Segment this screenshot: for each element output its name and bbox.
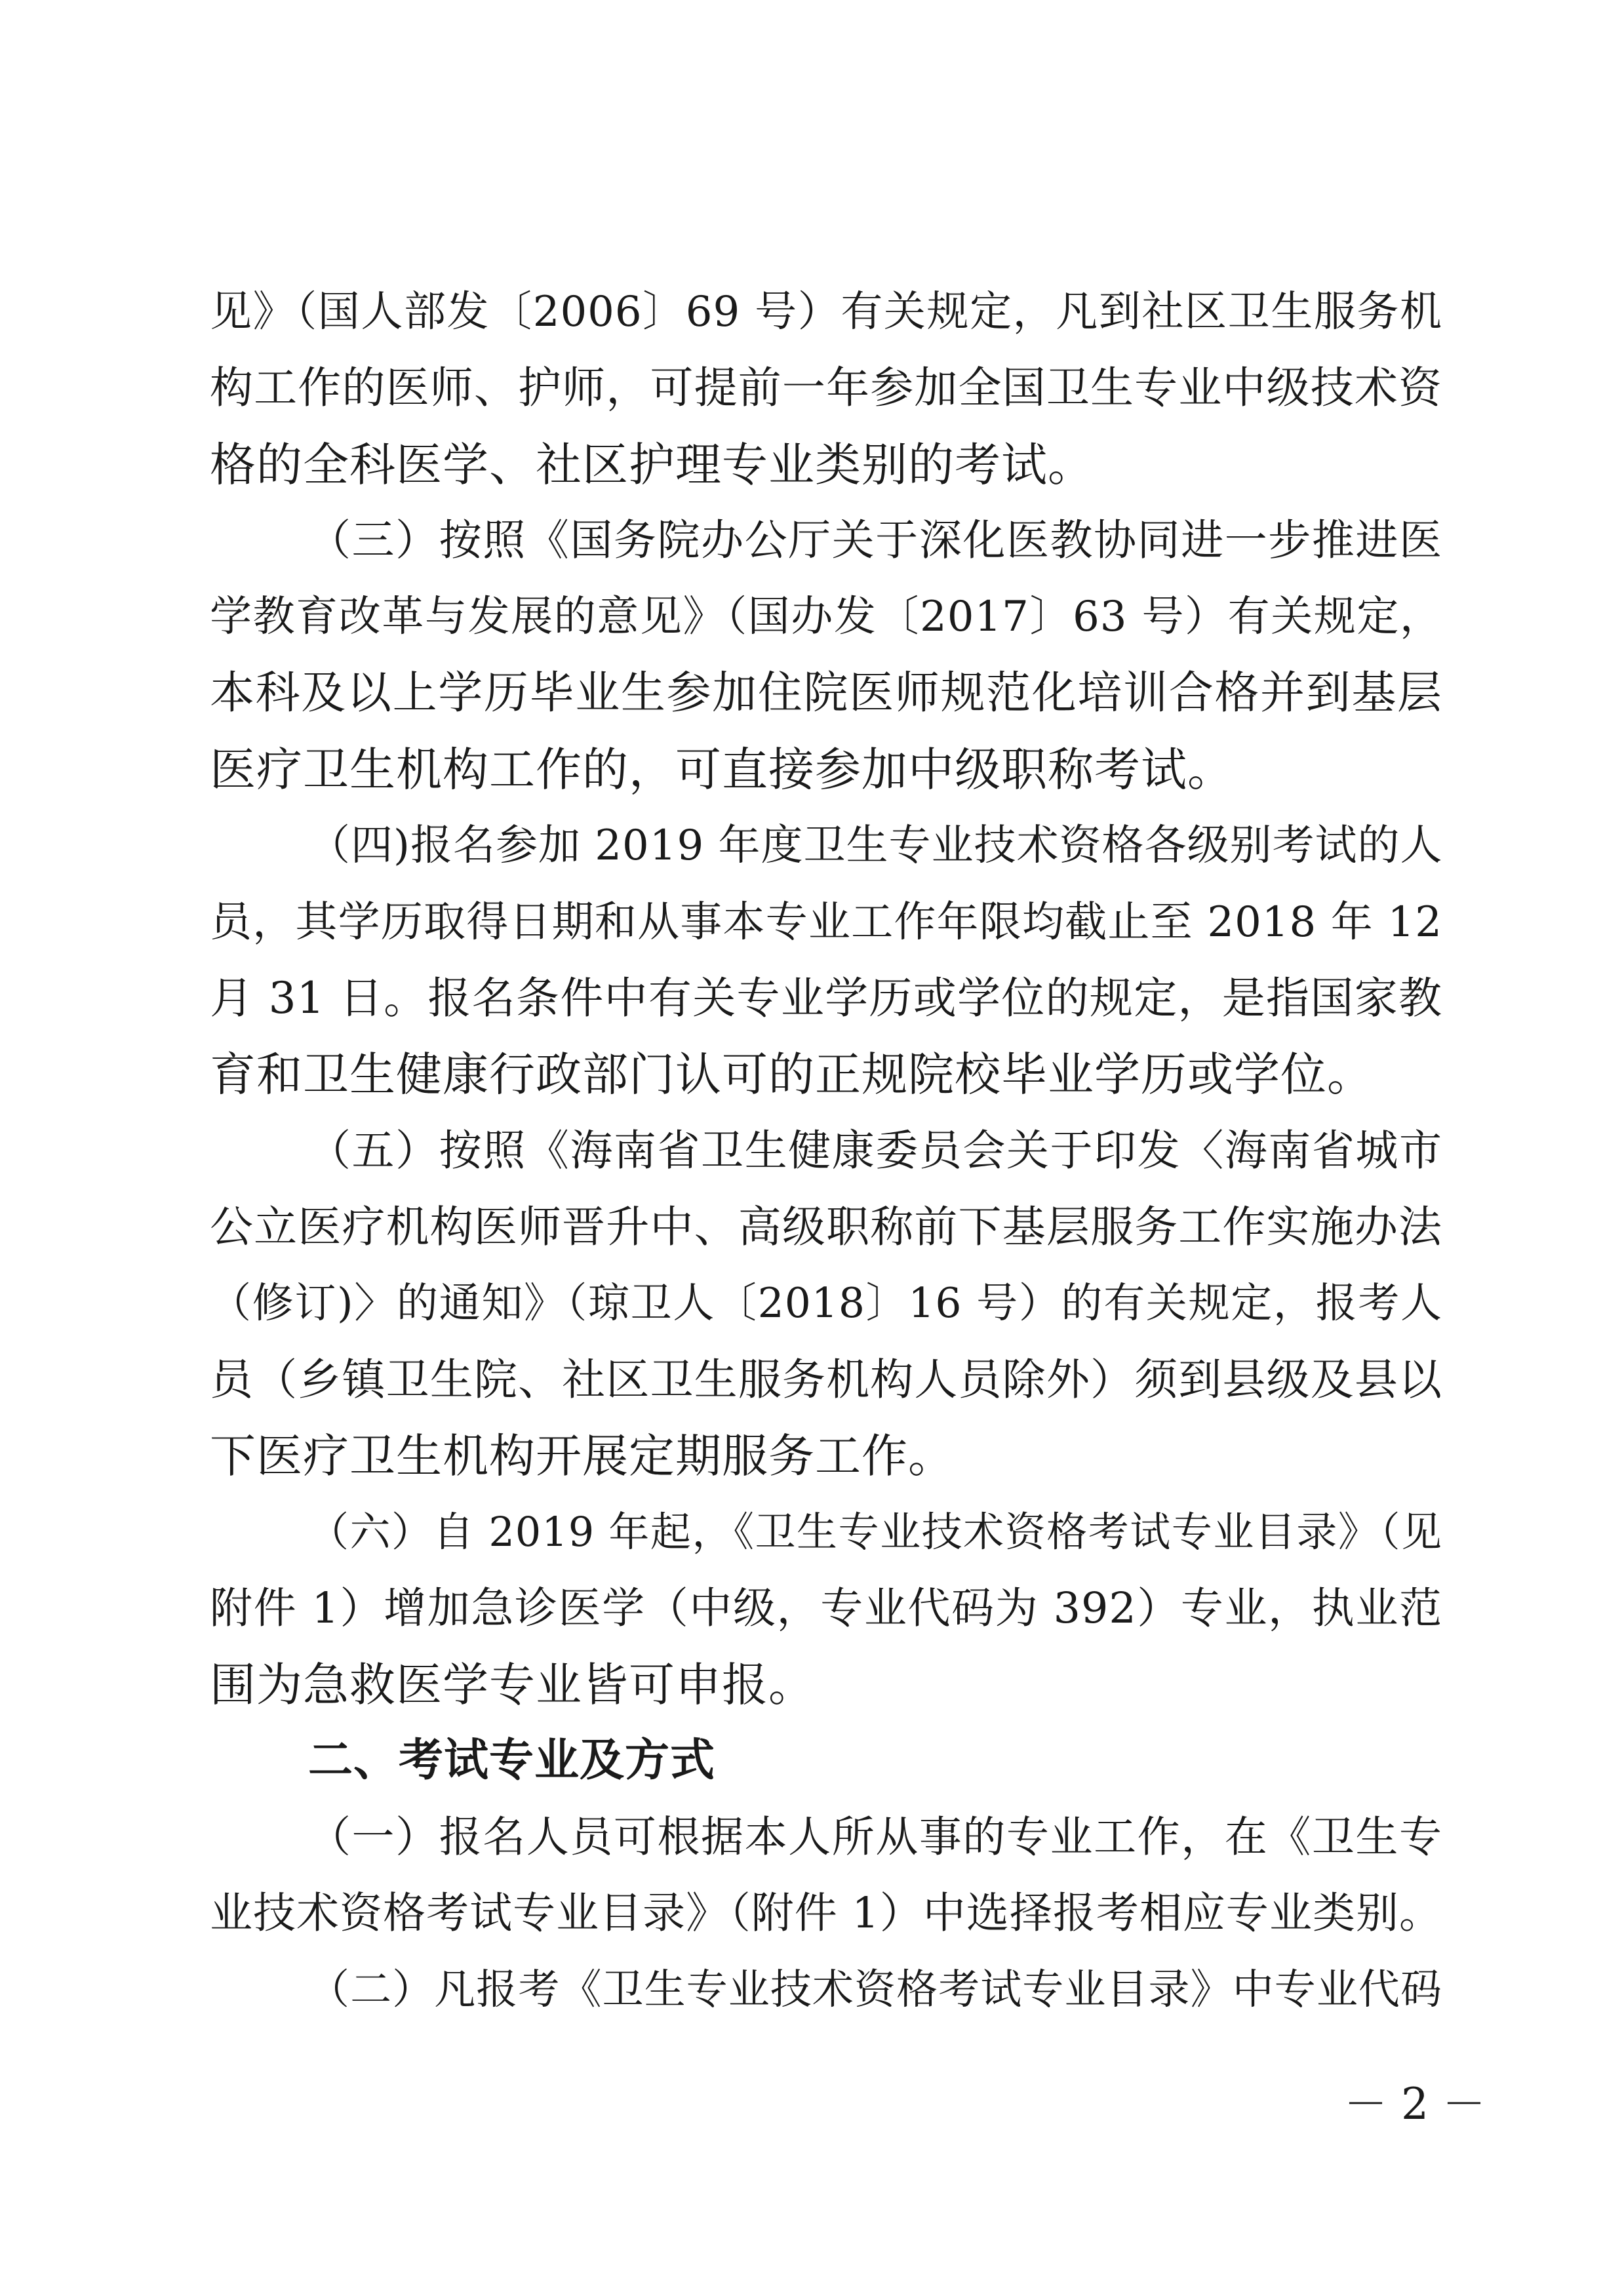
text-line: 构工作的医师、护师，可提前一年参加全国卫生专业中级技术资 — [210, 363, 1442, 413]
text-line: （修订)〉的通知》（琼卫人〔2018〕16 号）的有关规定，报考人 — [210, 1279, 1442, 1327]
paragraph-first-line: （四)报名参加 2019 年度卫生专业技术资格各级别考试的人 — [308, 821, 1443, 870]
paragraph-first-line: （三）按照《国务院办公厅关于深化医教协同进一步推进医 — [308, 516, 1442, 565]
text-line: 月 31 日。报名条件中有关专业学历或学位的规定，是指国家教 — [210, 973, 1442, 1023]
paragraph-first-line: （一）报名人员可根据本人所从事的专业工作，在《卫生专 — [308, 1813, 1442, 1862]
text-line: 业技术资格考试专业目录》（附件 1）中选择报考相应专业类别。 — [210, 1889, 1442, 1938]
text-line: 员，其学历取得日期和从事本专业工作年限均截止至 2018 年 12 — [210, 898, 1442, 947]
paragraph-first-line: （二）凡报考《卫生专业技术资格考试专业目录》中专业代码 — [308, 1965, 1442, 2013]
text-line: 下医疗卫生机构开展定期服务工作。 — [210, 1429, 955, 1483]
text-line: 公立医疗机构医师晋升中、高级职称前下基层服务工作实施办法 — [210, 1202, 1442, 1252]
paragraph-first-line: （五）按照《海南省卫生健康委员会关于印发〈海南省城市 — [308, 1126, 1442, 1175]
text-line: 医疗卫生机构工作的，可直接参加中级职称考试。 — [210, 743, 1234, 797]
text-line: 员（乡镇卫生院、社区卫生服务机构人员除外）须到县级及县以 — [210, 1354, 1442, 1405]
page-number: － 2 － — [1344, 2079, 1486, 2129]
text-line: 见》（国人部发〔2006〕69 号）有关规定，凡到社区卫生服务机 — [210, 288, 1442, 336]
section-heading: 二、考试专业及方式 — [308, 1735, 716, 1786]
paragraph-first-line: （六）自 2019 年起，《卫生专业技术资格考试专业目录》（见 — [308, 1508, 1442, 1556]
text-line: 本科及以上学历毕业生参加住院医师规范化培训合格并到基层 — [210, 667, 1442, 719]
text-line: 学教育改革与发展的意见》（国办发〔2017〕63 号）有关规定， — [210, 593, 1442, 641]
text-line: 育和卫生健康行政部门认可的正规院校毕业学历或学位。 — [210, 1048, 1374, 1101]
text-line: 附件 1）增加急诊医学（中级，专业代码为 392）专业，执业范 — [210, 1584, 1442, 1633]
text-line: 格的全科医学、社区护理专业类别的考试。 — [210, 438, 1094, 492]
text-line: 围为急救医学专业皆可申报。 — [210, 1658, 815, 1712]
